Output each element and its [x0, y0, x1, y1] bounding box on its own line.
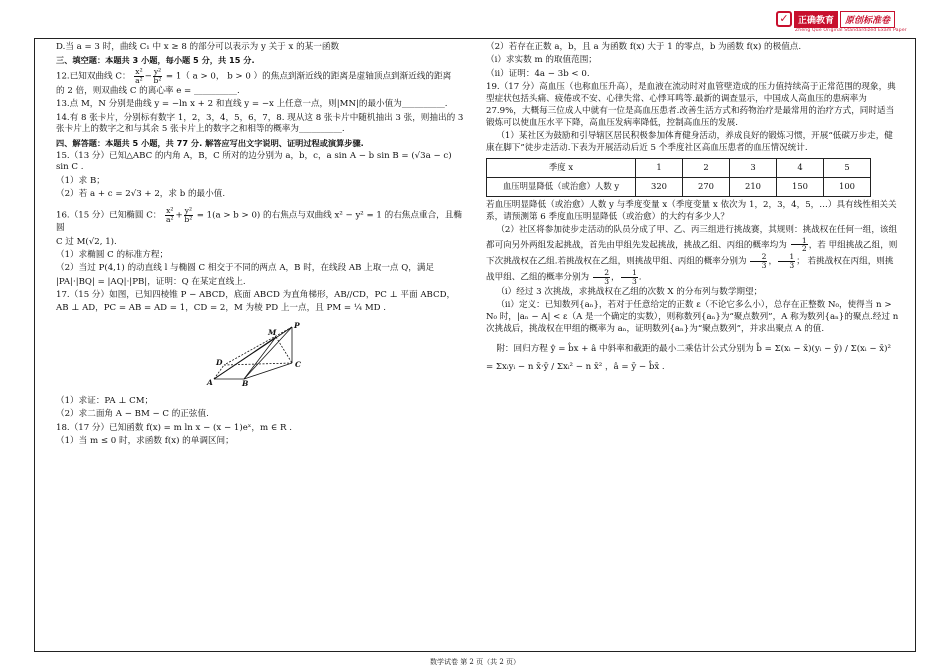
- question-19: 19.（17 分）高血压（也称血压升高），是血液在流动时对血管壁造成的压力值持续高于正常范围的现象，典型症状包括头痛、疲倦或不安、心律失常、心悸耳鸣等.最新的调查显示，中国成人高血压的患病率为 27.9%，大概每三位成人中就有一位是高血压患者.改善生活方式和药物治疗是最常用的治疗方式，同时适当锻炼可以使血压水平下降，高血压发病率降低，控制高血压的发展.: [486, 82, 896, 128]
- question-18-part2: （2）若存在正数 a，b，且 a 为函数 f(x) 大于 1 的零点，b 为函数 f(x) 的极值点.: [486, 42, 802, 52]
- appendix-formula: 附：回归方程 ŷ = b̂x + â 中斜率和截距的最小二乘估计公式分别为 b̂ = Σ(xᵢ − x̄)(yᵢ − ȳ) / Σ(xᵢ − x̄)²: [496, 343, 891, 354]
- question-16-part2: （2）当过 P(4,1) 的动直线 l 与椭圆 C 相交于不同的两点 A，B 时，在线段 AB 上取一点 Q，满足: [56, 263, 435, 274]
- question-13: 13.点 M，N 分别是曲线 y = −ln x + 2 和直线 y = −x 上任意一点，则|MN|的最小值为__________.: [56, 99, 448, 110]
- table-cell: 3: [730, 158, 777, 177]
- fraction-two-thirds: $\frac{2}{3}$: [750, 253, 767, 269]
- fraction-y2-b2: $\frac{\text{y²}}{\text{b²}}$: [184, 206, 193, 224]
- question-14: 14.有 8 张卡片，分别标有数字 1，2，3，4，5，6，7，8. 现从这 8 张卡片中随机抽出 3 张，则抽出的 3 张卡片上的数字之和与其余 5 张卡片上的数字之和相等的概率为__________.: [56, 112, 464, 135]
- table-header: 血压明显降低（或治愈）人数 y: [487, 177, 636, 196]
- table-cell: 320: [636, 177, 683, 196]
- fraction-one-third: $\frac{1}{3}$: [621, 269, 638, 285]
- question-16-cont: C 过 M(√2, 1).: [56, 236, 117, 247]
- logo-main: 正确教育: [794, 11, 838, 28]
- pyramid-figure: [204, 319, 464, 392]
- brand-logo: [776, 10, 895, 28]
- pyramid-diagram: [204, 319, 314, 387]
- appendix-formula-cont: [486, 362, 900, 374]
- question-15-part1: （1）求 B；: [56, 175, 105, 186]
- right-column: [486, 42, 900, 375]
- question-18-part2-i: （i）求实数 m 的取值范围；: [486, 55, 597, 66]
- label-M: M: [268, 328, 277, 338]
- formula-intercept: ，â = ȳ − b̂x̄ .: [604, 361, 665, 372]
- question-18: 18.（17 分）已知函数 f(x) = m ln x − (x − 1)eˣ，m ∈ R .: [56, 422, 292, 433]
- logo-badge: 原创标准卷: [840, 11, 895, 28]
- table-row: [487, 158, 871, 177]
- question-19-part2: （2）社区将参加徒步走活动的队员分成了甲、乙、丙三组进行挑战赛，其规则：挑战权在任何一组，该组都可向另外两组发起挑战，首先由甲组先发起挑战，挑战乙组、丙组的概率均为 $\frac{1}{2}$ ，若 甲组挑战乙组，则下次挑战权在乙组.若挑战权在乙组，则挑战甲组、丙组的概率分别为 $\frac{2}{3}$ ， $\frac{1}{3}$ ； 若挑战权在丙组，则挑战甲组、乙组的概率分别为 $\frac{2}{3}$ ， $\frac{1}{3}$ .: [486, 224, 898, 286]
- question-15-part2: （2）若 a + c = 2√3 + 2，求 b 的最小值.: [56, 189, 226, 200]
- fraction-x2-a2: $\frac{\text{x²}}{\text{a²}}$: [166, 206, 174, 224]
- table-cell: 150: [777, 177, 824, 196]
- question-17-part1: （1）求证：PA ⊥ CM；: [56, 396, 154, 407]
- table-row: [487, 177, 871, 196]
- question-17-part2: （2）求二面角 A − BM − C 的正弦值.: [56, 409, 209, 420]
- segment-CM: [276, 337, 292, 363]
- fraction-y2-b2: $\frac{\text{y²}}{\text{b²}}$: [153, 67, 162, 85]
- label-D: D: [216, 358, 223, 368]
- fraction-one-half: $\frac{1}{2}$: [791, 237, 808, 253]
- question-18-part2-ii: （ii）证明：4a − 3b < 0.: [486, 68, 590, 79]
- question-16-part2-cont: |PA|·|BQ| = |AQ|·|PB|，证明：Q 在某定直线上.: [56, 276, 246, 287]
- table-cell: 270: [683, 177, 730, 196]
- table-cell: 2: [683, 158, 730, 177]
- question-19-part1: （1）某社区为鼓励和引导辖区居民积极参加体育健身活动，养成良好的锻炼习惯，开展“低碳万步走，健康在脚下”徒步走活动.下表为开展活动后近 5 个季度社区高血压患者的血压情况统计.: [486, 131, 893, 153]
- label-A: A: [207, 378, 213, 388]
- fraction-x2-a2: $\frac{\text{x²}}{\text{a²}}$: [135, 67, 143, 85]
- page-footer: 数学试卷 第 2 页（共 2 页）: [429, 658, 521, 666]
- question-18-part1: （1）当 m ≤ 0 时，求函数 f(x) 的单调区间；: [56, 436, 234, 447]
- table-cell: 100: [824, 177, 871, 196]
- table-cell: 5: [824, 158, 871, 177]
- section-fill-blank: 三、填空题：本题共 3 小题，每小题 5 分，共 15 分.: [56, 55, 255, 66]
- question-19-part2-ii: （ii）定义：已知数列{aₙ}，若对于任意给定的正数 ε（不论它多么小），总存在正整数 N₀，使得当 n > N₀ 时，|aₙ − A| < ε（A 是一个确定的实数），则称数列{aₙ}为“聚点数列”，A 称为数列{aₙ}的聚点.经过 n 次挑战后，挑战权在甲组的概率为 aₙ，证明数列{aₙ}为“聚点数列”，并求出聚点 A 的值.: [486, 300, 899, 334]
- formula-slope-alt: = Σxᵢyᵢ − n x̄·ȳ / Σxᵢ² − n x̄²: [486, 361, 603, 372]
- table-header: 季度 x: [487, 158, 636, 177]
- table-cell: 4: [777, 158, 824, 177]
- formula-slope: Σ(xᵢ − x̄)(yᵢ − ȳ) / Σ(xᵢ − x̄)²: [774, 343, 891, 354]
- question-19-predict: 若血压明显降低（或治愈）人数 y 与季度变量 x（季度变量 x 依次为 1，2，3，4，5，…）具有线性相关关系，请预测第 6 季度血压明显降低（或治愈）的大约有多少人？: [486, 199, 897, 222]
- edge-AD: [214, 365, 224, 379]
- option-d: D.当 a = 3 时，曲线 C₁ 中 x ≥ 8 的部分可以表示为 y 关于 x 的某一函数: [56, 42, 340, 52]
- segment-AM: [214, 337, 276, 379]
- question-19-part2-i: （i）经过 3 次挑战，求挑战权在乙组的次数 X 的分布列与数学期望；: [496, 286, 763, 297]
- section-solve: 四、解答题：本题共 5 小题，共 77 分. 解答应写出文字说明、证明过程或演算步骤.: [56, 137, 364, 148]
- logo-subtitle: Zheng Que Original Standardized Exam Paper: [795, 28, 907, 33]
- fraction-two-thirds: $\frac{2}{3}$: [593, 269, 610, 285]
- bp-stats-table: [486, 158, 871, 197]
- label-C: C: [295, 360, 301, 370]
- segment-BM: [244, 337, 276, 379]
- checkmark-icon: ✓: [776, 11, 792, 27]
- question-17-cont: AB ⊥ AD，PC = AB = AD = 1，CD = 2，M 为棱 PD 上一点，且 PM = ¼ MD .: [56, 303, 386, 314]
- table-cell: 1: [636, 158, 683, 177]
- fraction-one-third: $\frac{1}{3}$: [778, 253, 795, 269]
- label-B: B: [242, 379, 249, 388]
- label-P: P: [294, 321, 300, 331]
- question-16-part1: （1）求椭圆 C 的标准方程；: [56, 249, 169, 260]
- question-12: 12.已知双曲线 C： $\frac{\text{x²}}{\text{a²}}$ − $\frac{\text{y²}}{\text{b²}}$ = 1（ a > 0， b > 0 ）的焦点到渐近线的距离是虚轴顶点到渐近线的距离: [56, 67, 452, 85]
- table-cell: 210: [730, 177, 777, 196]
- left-column: [56, 42, 464, 450]
- question-12-cont: 的 2 倍，则双曲线 C 的离心率 e = __________.: [56, 85, 240, 96]
- question-17: 17.（15 分）如图，已知四棱锥 P − ABCD，底面 ABCD 为直角梯形，AB//CD，PC ⊥ 平面 ABCD，: [56, 290, 456, 301]
- question-16: 16.（15 分）已知椭圆 C： $\frac{\text{x²}}{\text{a²}}$ + $\frac{\text{y²}}{\text{b²}}$ = 1(a > b > 0) 的右焦点与双曲线 x² − y² = 1 的右焦点重合，且椭圆: [56, 206, 462, 234]
- question-15: 15.（13 分）已知△ABC 的内角 A，B，C 所对的边分别为 a，b，c，a sin A − b sin B = (√3a − c) sin C .: [56, 150, 452, 173]
